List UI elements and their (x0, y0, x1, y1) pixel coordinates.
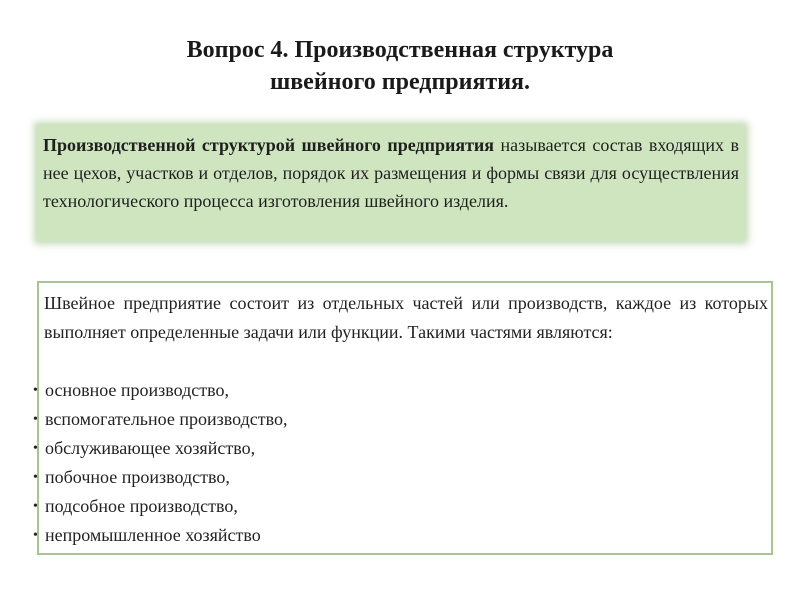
list-item-text: подсобное производство, (45, 496, 238, 516)
list-item (33, 521, 287, 550)
bullet-icon: • (33, 412, 38, 427)
bullet-icon: • (33, 441, 38, 456)
list-item-text: основное производство, (45, 380, 230, 400)
bullet-icon: • (33, 470, 38, 485)
list-item-text: непромышленное хозяйство (45, 525, 261, 545)
bullet-icon: • (33, 383, 38, 398)
list-item (33, 434, 287, 463)
definition-box (37, 125, 745, 241)
bullet-icon: • (33, 528, 38, 543)
parts-box (33, 281, 773, 555)
slide-title-line-2: швейного предприятия. (269, 69, 531, 95)
slide-title (0, 34, 800, 98)
list-item (33, 405, 287, 434)
slide-title-line-1: Вопрос 4. Производственная структура (186, 37, 614, 63)
list-item-text: вспомогательное производство, (45, 409, 288, 429)
definition-term: Производственной структурой швейного предприятия (43, 135, 495, 155)
bullet-icon: • (33, 499, 38, 514)
parts-intro: Швейное предприятие состоит из отдельных частей или производств, каждое из которых выполняет определенные задачи или функции. Такими частями являются: (44, 293, 768, 342)
list-item (33, 463, 287, 492)
list-item (33, 376, 287, 405)
definition-text: называется состав входящих в нее цехов, участков и отделов, порядок их размещения и формы связи для осуществления технологического процесса изготовления швейного изделия. (43, 135, 739, 211)
list-item-text: побочное производство, (45, 467, 230, 487)
list-item-text: обслуживающее хозяйство, (45, 438, 256, 458)
parts-list (33, 376, 287, 550)
list-item (33, 492, 287, 521)
